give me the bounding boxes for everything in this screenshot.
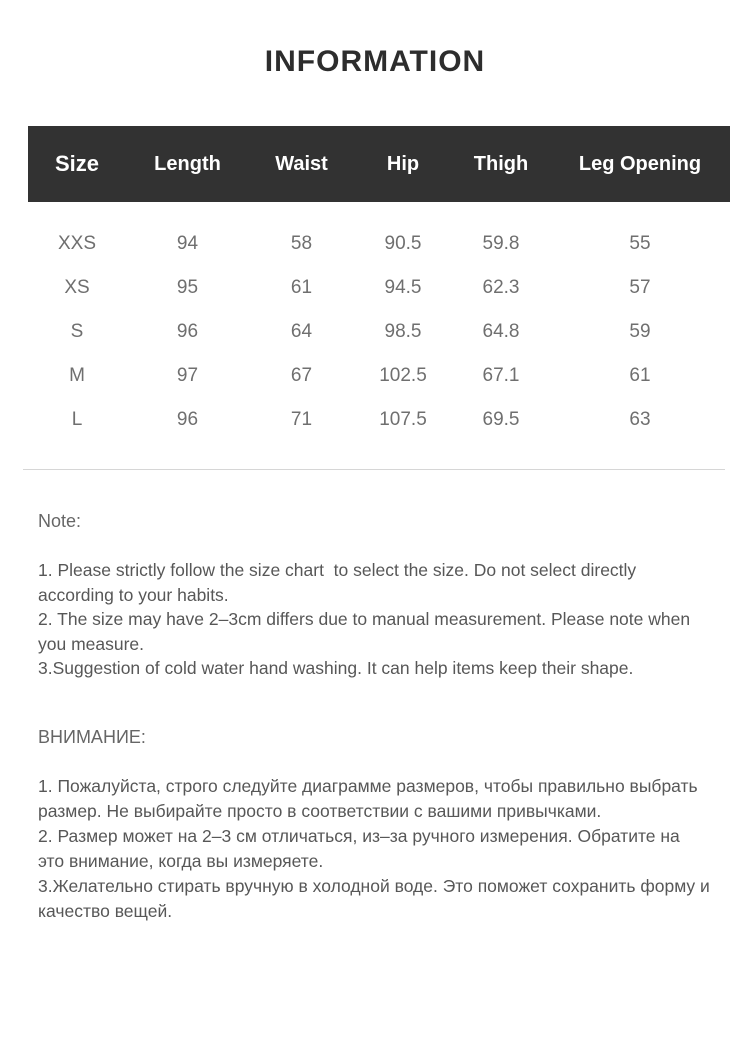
note-item-ru-2: 2. Размер может на 2–3 см отличаться, из–за ручного измерения. Обратите на это внимание, когда вы измеряете. [38, 825, 685, 871]
note-items-ru [38, 774, 715, 924]
size-table-body [28, 202, 730, 442]
table-cell-waist: 67 [290, 365, 313, 386]
table-cell-size: S [70, 321, 84, 342]
table-cell-size: L [71, 409, 83, 430]
header-cell-waist: Waist [275, 152, 328, 175]
table-cell-leg-opening: 63 [629, 409, 651, 430]
table-cell-length: 96 [176, 321, 199, 342]
table-cell-leg-opening: 59 [629, 321, 651, 342]
table-cell-size: XS [64, 277, 90, 298]
table-cell-hip: 107.5 [379, 409, 427, 430]
table-row-m [28, 354, 730, 398]
table-cell-length: 95 [176, 277, 199, 298]
notes-russian [38, 726, 715, 924]
table-cell-thigh: 59.8 [482, 233, 520, 254]
table-row-xxs [28, 222, 730, 266]
table-row-xs [28, 266, 730, 310]
note-heading-en: Note: [38, 511, 82, 531]
table-cell-thigh: 62.3 [482, 277, 520, 298]
note-item-ru-1: 1. Пожалуйста, строго следуйте диаграмме размеров, чтобы правильно выбрать размер. Не выбирайте просто в соответствии с вашими привычками. [38, 775, 703, 821]
table-cell-waist: 64 [290, 321, 313, 342]
size-table [28, 126, 730, 442]
table-cell-thigh: 69.5 [482, 409, 520, 430]
table-cell-leg-opening: 61 [629, 365, 651, 386]
header-cell-thigh: Thigh [473, 152, 529, 175]
table-cell-hip: 90.5 [384, 233, 422, 254]
table-cell-leg-opening: 55 [629, 233, 651, 254]
note-item-ru-3: 3.Желательно стирать вручную в холодной воде. Это поможет сохранить форму и качество вещей. [38, 875, 715, 921]
table-cell-waist: 58 [290, 233, 313, 254]
table-cell-waist: 71 [290, 409, 313, 430]
header-cell-size: Size [54, 151, 100, 176]
table-cell-length: 97 [176, 365, 199, 386]
table-cell-hip: 102.5 [379, 365, 427, 386]
note-heading-ru: ВНИМАНИЕ: [38, 726, 146, 747]
table-cell-hip: 94.5 [384, 277, 422, 298]
size-table-header-row [28, 126, 730, 202]
notes-english [38, 511, 710, 681]
table-cell-length: 96 [176, 409, 199, 430]
header-cell-length: Length [154, 152, 221, 175]
table-cell-waist: 61 [290, 277, 313, 298]
table-cell-leg-opening: 57 [629, 277, 651, 298]
page-title: INFORMATION [264, 45, 486, 78]
table-cell-thigh: 64.8 [482, 321, 520, 342]
table-cell-size: XXS [57, 233, 97, 254]
note-items-en [38, 558, 710, 681]
note-item-en-3: 3.Suggestion of cold water hand washing. It can help items keep their shape. [38, 658, 634, 678]
table-cell-hip: 98.5 [384, 321, 422, 342]
note-item-en-2: 2. The size may have 2–3cm differs due to manual measurement. Please note when you measure. [38, 609, 695, 654]
table-cell-length: 94 [176, 233, 199, 254]
table-cell-thigh: 67.1 [482, 365, 520, 386]
section-divider [23, 469, 725, 470]
table-cell-size: M [69, 365, 85, 386]
header-cell-hip: Hip [386, 152, 420, 175]
header-cell-leg-opening: Leg Opening [578, 152, 702, 175]
table-row-l [28, 398, 730, 442]
table-row-s [28, 310, 730, 354]
note-item-en-1: 1. Please strictly follow the size chart to select the size. Do not select directly according to your habits. [38, 560, 642, 605]
